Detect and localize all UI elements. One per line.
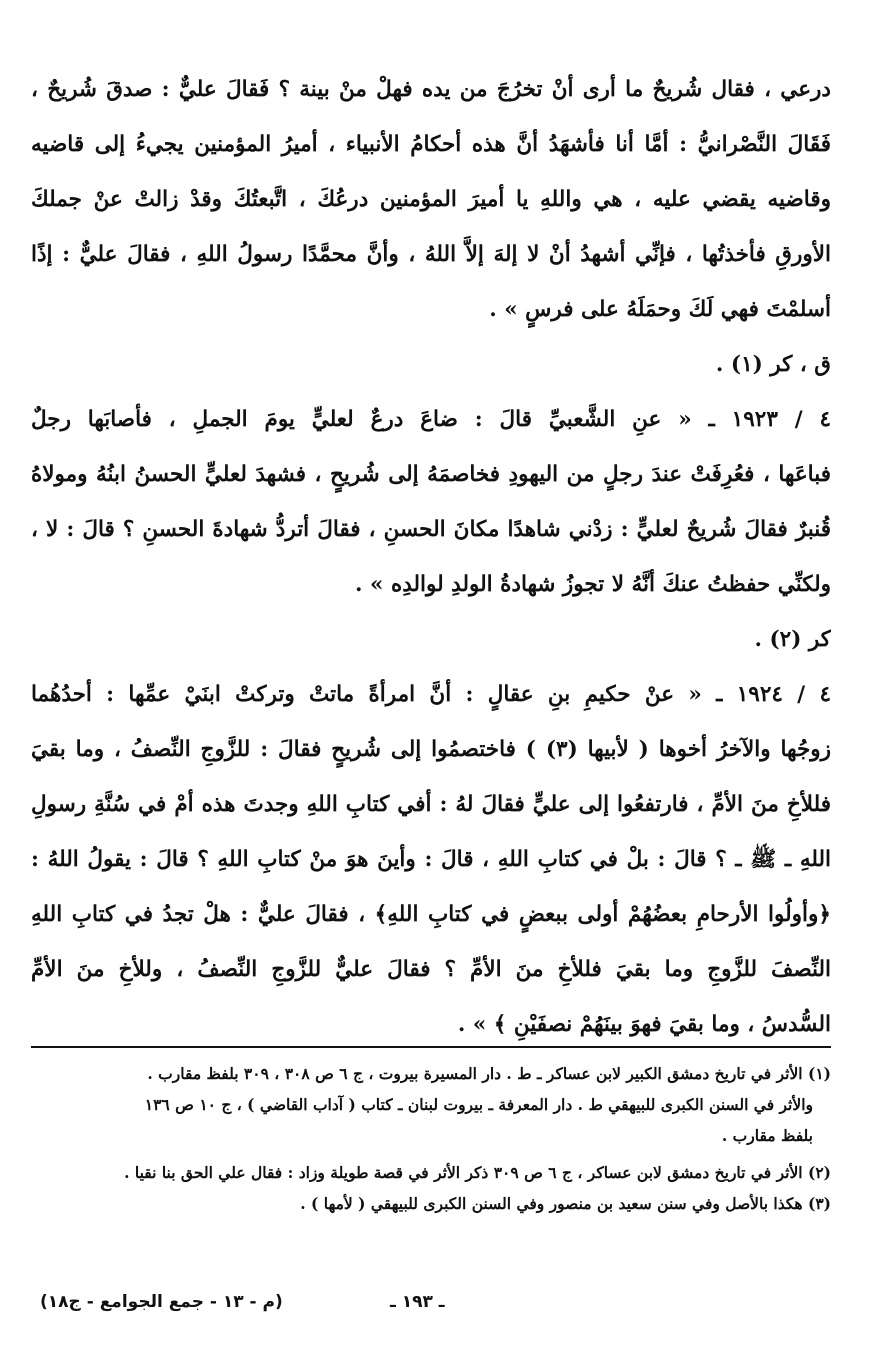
text-line: درعي ، فقال شُريحٌ ما أرى أنْ تخرُجَ من يده فهلْ منْ بينة ؟ فَقالَ عليٌّ : صدقَ شُريحٌ ،	[31, 77, 831, 102]
footnotes	[31, 1058, 831, 1219]
hadith-1924-line: ٤ / ١٩٢٤ ـ « عنْ حكيمِ بنِ عقالٍ : أنَّ امرأةً ماتتْ وتركتْ ابنَيْ عمِّها : أحدُهُما	[31, 682, 831, 707]
source-reference: كر (٢) .	[754, 627, 831, 652]
text-line: فباعَها ، فعُرِفَتْ عندَ رجلٍ من اليهودِ فخاصمَهُ إلى شُريحٍ ، فشهدَ لعليٍّ الحسنُ ابنُهُ ومولاهُ	[31, 462, 831, 487]
text-line: زوجُها والآخرُ أخوها ( لأبيها (٣) ) فاختصمُوا إلى شُريحٍ فقالَ : للزَّوجِ النِّصفُ ، وما بقيَ	[31, 737, 831, 762]
footnote-1-continued: بلفظ مقارب .	[721, 1126, 813, 1145]
footnote-3: (٣) هكذا بالأصل وفي سنن سعيد بن منصور وفي السنن الكبرى للبيهقي ( لأمها ) .	[300, 1194, 831, 1213]
text-line: قُنبرٌ فقالَ شُريحٌ لعليٍّ : زدْني شاهدًا مكانَ الحسنِ ، فقالَ أتردُّ شهادةَ الحسنِ ؟ قالَ : لا ،	[31, 517, 831, 542]
page-number: ـ ١٩٣ ـ	[390, 1292, 445, 1312]
text-line: اللهِ ـ ﷺ ـ ؟ قالَ : بلْ في كتابِ اللهِ ، قالَ : وأينَ هوَ منْ كتابِ اللهِ ؟ قالَ : يقولُ اللهُ :	[31, 847, 831, 872]
text-line: الأورقِ فأخذتُها ، فإنِّي أشهدُ أنْ لا إلهَ إلاَّ اللهُ ، وأنَّ محمَّدًا رسولُ اللهِ ، فقالَ عليٌّ : إذًا	[31, 242, 831, 267]
main-text	[31, 62, 831, 1052]
text-line: النِّصفَ للزَّوجِ وما بقيَ فللأخِ منَ الأمِّ ؟ فقالَ عليٌّ للزَّوجِ النِّصفُ ، وللأخِ منَ الأمِّ	[31, 957, 831, 982]
page-footer	[0, 1292, 873, 1322]
footnote-1: (١) الأثر في تاريخ دمشق الكبير لابن عساكر ـ ط . دار المسيرة بيروت ، ج ٦ ص ٣٠٨ ، ٣٠٩ بلفظ مقارب .	[147, 1064, 831, 1083]
volume-reference: (م - ١٣ - جمع الجوامع - ج١٨)	[40, 1292, 283, 1312]
hadith-1923-line: ٤ / ١٩٢٣ ـ « عنِ الشَّعبيِّ قالَ : ضاعَ درعٌ لعليٍّ يومَ الجملِ ، فأصابَها رجلٌ	[31, 407, 831, 432]
text-line: ولكنِّي حفظتُ عنكَ أنَّهُ لا تجوزُ شهادةُ الولدِ لوالدِه » .	[355, 572, 831, 597]
text-line: السُّدسُ ، وما بقيَ فهوَ بينَهُمْ نصفَيْنِ ﴾ » .	[457, 1012, 831, 1037]
text-line: فللأخِ منَ الأمِّ ، فارتفعُوا إلى عليٍّ فقالَ لهُ : أفي كتابِ اللهِ وجدتَ هذه أمْ في سُنَّةِ رسولِ	[31, 792, 831, 817]
source-reference: ق ، كر (١) .	[715, 352, 831, 377]
text-line: ﴿وأولُوا الأرحامِ بعضُهُمْ أولى ببعضٍ في كتابِ اللهِ﴾ ، فقالَ عليٌّ : هلْ تجدُ في كتابِ اللهِ	[31, 902, 831, 927]
text-line: فَقَالَ النَّصْرانيُّ : أمَّا أنا فأشهَدُ أنَّ هذه أحكامُ الأنبياء ، أميرُ المؤمنين يجيءُ إلى قاضيه	[31, 132, 831, 157]
footnote-1-continued: والأثر في السنن الكبرى للبيهقي ط . دار المعرفة ـ بيروت لبنان ـ كتاب ( آداب القاضي ) ، ج ١٠ ص ١٣٦	[144, 1095, 813, 1114]
text-line: أسلمْتَ فهي لَكَ وحمَلَهُ على فرسٍ » .	[489, 297, 831, 322]
footnote-divider	[31, 1046, 831, 1048]
text-line: وقاضيه يقضي عليه ، هي واللهِ يا أميرَ المؤمنين درعُكَ ، اتَّبعتُكَ وقدْ زالتْ عنْ جملكَ	[31, 187, 831, 212]
footnote-2: (٢) الأثر في تاريخ دمشق لابن عساكر ، ج ٦ ص ٣٠٩ ذكر الأثر في قصة طويلة وزاد : فقال علي الحق بنا نقيا .	[124, 1163, 831, 1182]
